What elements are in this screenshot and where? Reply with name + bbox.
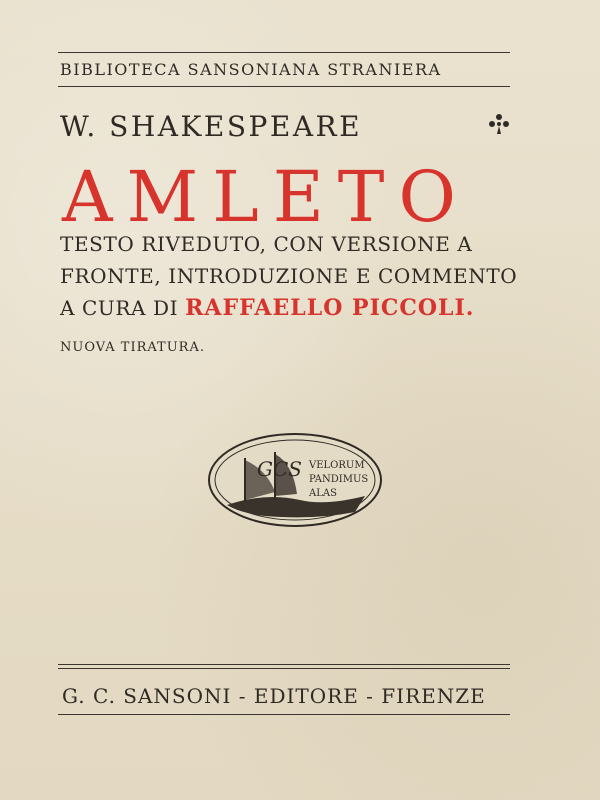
footer-rule-top-inner	[58, 668, 510, 669]
publisher-line: G. C. SANSONI - EDITORE - FIRENZE	[62, 684, 486, 708]
description-line-1: TESTO RIVEDUTO, CON VERSIONE A	[60, 232, 473, 256]
top-rule	[58, 52, 510, 53]
motto-line-1: VELORUM	[309, 460, 365, 471]
description-line-3	[60, 292, 520, 324]
author-name: W. SHAKESPEARE	[60, 110, 363, 143]
editor-name: RAFFAELLO PICCOLI.	[185, 295, 475, 321]
motto-line-2: PANDIMUS	[309, 474, 369, 485]
description-prefix: A CURA DI	[60, 296, 179, 320]
series-title: BIBLIOTECA SANSONIANA STRANIERA	[60, 60, 442, 79]
ship-emblem-icon	[205, 430, 385, 530]
description-line-2: FRONTE, INTRODUZIONE E COMMENTO	[60, 264, 518, 288]
footer-rule-top	[58, 664, 510, 665]
edition-note: NUOVA TIRATURA.	[60, 340, 205, 355]
motto-line-3: ALAS	[309, 488, 337, 499]
book-title: AMLETO	[62, 156, 470, 238]
description-block	[60, 228, 520, 324]
series-rule	[58, 86, 510, 87]
fleur-ornament-icon	[486, 111, 512, 137]
emblem-monogram: GCS	[257, 457, 302, 481]
footer-rule-bottom	[58, 714, 510, 715]
